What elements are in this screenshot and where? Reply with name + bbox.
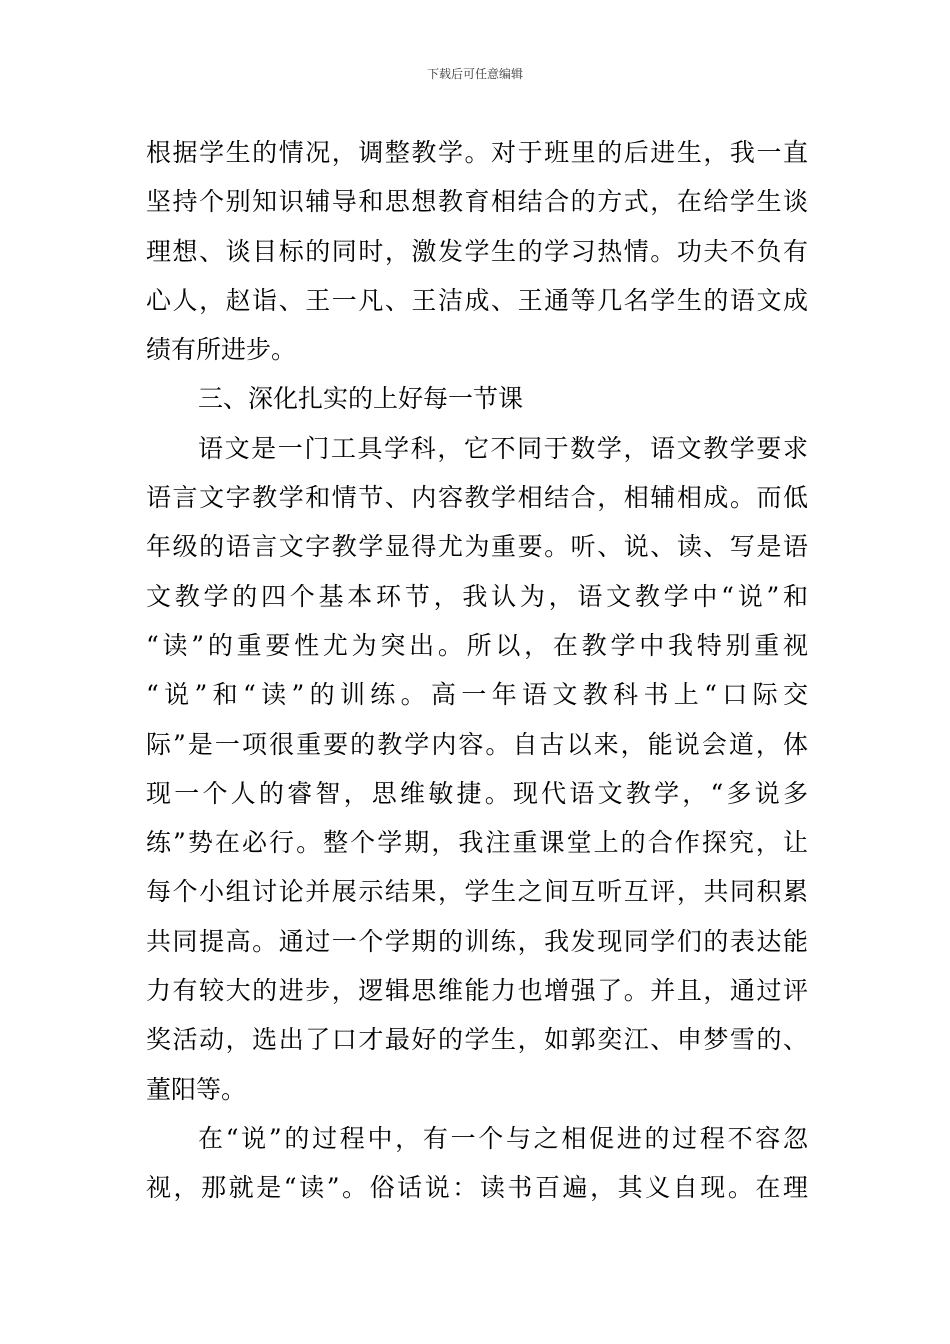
text-line: 练”势在必行。整个学期，我注重课堂上的合作探究，让 (146, 828, 808, 858)
text-line: 共同提高。通过一个学期的训练，我发现同学们的表达能 (146, 926, 808, 956)
text-line: 理想、谈目标的同时，激发学生的学习热情。功夫不负有 (146, 236, 808, 266)
text-line: 奖活动，选出了口才最好的学生，如郭奕江、申梦雪的、 (146, 1025, 808, 1055)
text-line: 语文是一门工具学科，它不同于数学，语文教学要求 (198, 433, 808, 463)
text-line: 现一个人的睿智，思维敏捷。现代语文教学，“多说多 (146, 778, 808, 808)
header-note: 下载后可任意编辑 (426, 67, 523, 81)
section-heading: 三、深化扎实的上好每一节课 (198, 384, 524, 414)
text-line: 坚持个别知识辅导和思想教育相结合的方式，在给学生谈 (146, 187, 808, 217)
text-line: 每个小组讨论并展示结果，学生之间互听互评，共同积累 (146, 877, 808, 907)
text-line: 心人，赵诣、王一凡、王洁成、王通等几名学生的语文成 (146, 285, 808, 315)
text-line: “说”和“读”的训练。高一年语文教科书上“口际交 (146, 680, 808, 710)
text-line: 根据学生的情况，调整教学。对于班里的后进生，我一直 (146, 138, 808, 167)
text-line: 际”是一项很重要的教学内容。自古以来，能说会道，体 (146, 729, 808, 759)
text-line: 在“说”的过程中，有一个与之相促进的过程不容忽 (198, 1123, 808, 1153)
text-line: 年级的语言文字教学显得尤为重要。听、说、读、写是语 (146, 532, 808, 562)
text-line: 文教学的四个基本环节，我认为，语文教学中“说”和 (146, 581, 808, 611)
text-line: 语言文字教学和情节、内容教学相结合，相辅相成。而低 (146, 483, 808, 513)
text-line: 视，那就是“读”。俗话说：读书百遍，其义自现。在理 (146, 1173, 808, 1203)
text-line: “读”的重要性尤为突出。所以，在教学中我特别重视 (146, 630, 808, 660)
text-line: 绩有所进步。 (146, 335, 297, 365)
text-line: 力有较大的进步，逻辑思维能力也增强了。并且，通过评 (146, 976, 808, 1006)
document-body (146, 128, 808, 1213)
text-line: 董阳等。 (146, 1074, 247, 1104)
